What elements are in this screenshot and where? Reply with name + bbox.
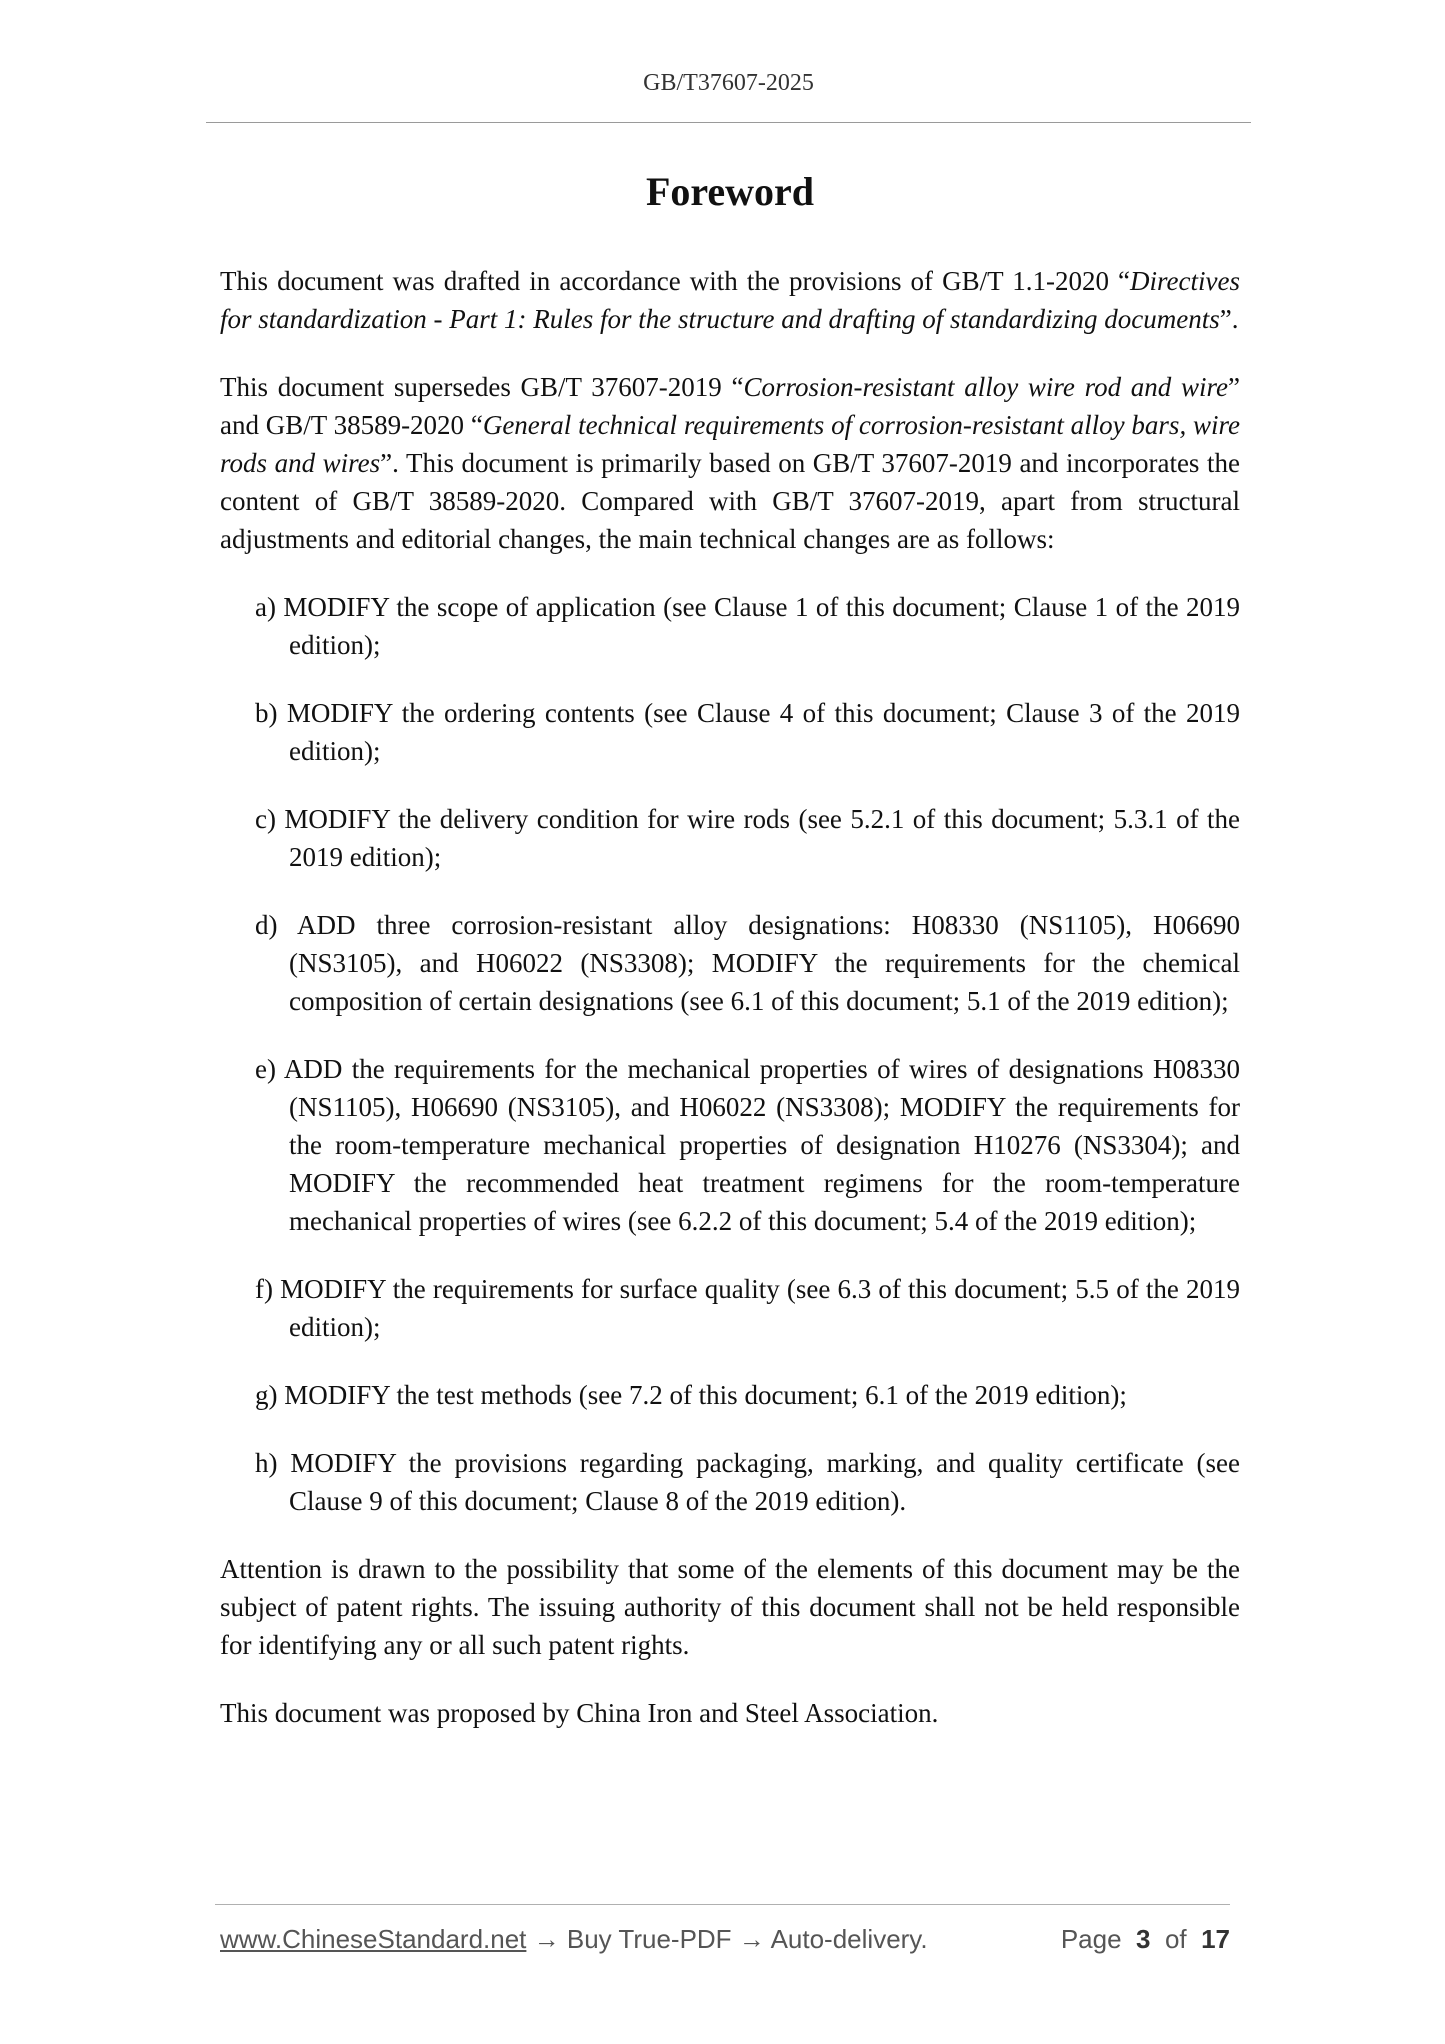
list-item: d) ADD three corrosion-resistant alloy designations: H08330 (NS1105), H06690 (NS3105), and H06022 (NS3308); MODIFY the requirements for the chemical composition of certain designations (see 6.1 of this document; 5.1 of the 2019 edition); [255, 910, 1240, 1016]
document-body [220, 262, 1240, 1762]
website-link[interactable]: www.ChineseStandard.net [220, 1924, 527, 1954]
list-item: h) MODIFY the provisions regarding packaging, marking, and quality certificate (see Clause 9 of this document; Clause 8 of the 2019 edition). [255, 1448, 1240, 1516]
footer-divider [215, 1904, 1230, 1905]
paragraph-supersedes-text-c: ”. This document is primarily based on GB/T 37607-2019 and incorporates the content of GB/T 38589-2020. Compared with GB/T 37607-2019, apart from structural adjustments and editorial changes, the main technical changes are as follows: [220, 448, 1240, 554]
header-divider [206, 122, 1251, 123]
paragraph-patent: Attention is drawn to the possibility that some of the elements of this document may be the subject of patent rights. The issuing authority of this document shall not be held responsible for identifying any or all such patent rights. [220, 1554, 1240, 1660]
paragraph-supersedes-text-b: ” and GB/T 38589-2020 “ [220, 372, 1240, 440]
paragraph-supersedes-text-a: This document supersedes GB/T 37607-2019 “ [220, 372, 744, 402]
running-header: GB/T37607-2025 [643, 70, 814, 96]
footer-promo-text: → Buy True-PDF → Auto-delivery. [526, 1924, 928, 1954]
list-item: e) ADD the requirements for the mechanical properties of wires of designations H08330 (NS1105), H06690 (NS3105), and H06022 (NS3308); MODIFY the requirements for the room-temperature mechanical properties of designation H10276 (NS3304); and MODIFY the recommended heat treatment regimens for the room-temperature mechanical properties of wires (see 6.2.2 of this document; 5.4 of the 2019 edition); [255, 1054, 1240, 1236]
paragraph-drafting-text-a: This document was drafted in accordance with the provisions of GB/T 1.1-2020 “ [220, 266, 1131, 296]
list-item: b) MODIFY the ordering contents (see Clause 4 of this document; Clause 3 of the 2019 edition); [255, 698, 1240, 766]
paragraph-drafting-text-b: ”. [1219, 304, 1239, 334]
page-label: Page [1060, 1924, 1122, 1954]
paragraph-supersedes-title-1: Corrosion-resistant alloy wire rod and wire [743, 372, 1228, 402]
paragraph-supersedes-title-2: General technical requirements of corrosion-resistant alloy bars, wire rods and wires [220, 410, 1240, 478]
paragraph-proposed: This document was proposed by China Iron and Steel Association. [220, 1698, 939, 1728]
list-item: c) MODIFY the delivery condition for wire rods (see 5.2.1 of this document; 5.3.1 of the 2019 edition); [255, 804, 1240, 872]
page-of: of [1164, 1924, 1187, 1954]
paragraph-drafting [220, 262, 1240, 338]
page-indicator [1061, 1924, 1230, 1955]
paragraph-supersedes [220, 368, 1240, 558]
list-item: f) MODIFY the requirements for surface quality (see 6.3 of this document; 5.5 of the 2019 edition); [255, 1274, 1240, 1342]
changes-list [220, 588, 1240, 1520]
footer-promo [220, 1924, 928, 1955]
list-item: g) MODIFY the test methods (see 7.2 of this document; 6.1 of the 2019 edition); [255, 1380, 1127, 1410]
list-item: a) MODIFY the scope of application (see Clause 1 of this document; Clause 1 of the 2019 edition); [255, 592, 1240, 660]
page-total: 17 [1201, 1924, 1230, 1954]
page-title: Foreword [645, 169, 815, 214]
paragraph-drafting-title: Directives for standardization - Part 1: Rules for the structure and drafting of standardizing documents [220, 266, 1240, 334]
page-current: 3 [1136, 1924, 1151, 1954]
